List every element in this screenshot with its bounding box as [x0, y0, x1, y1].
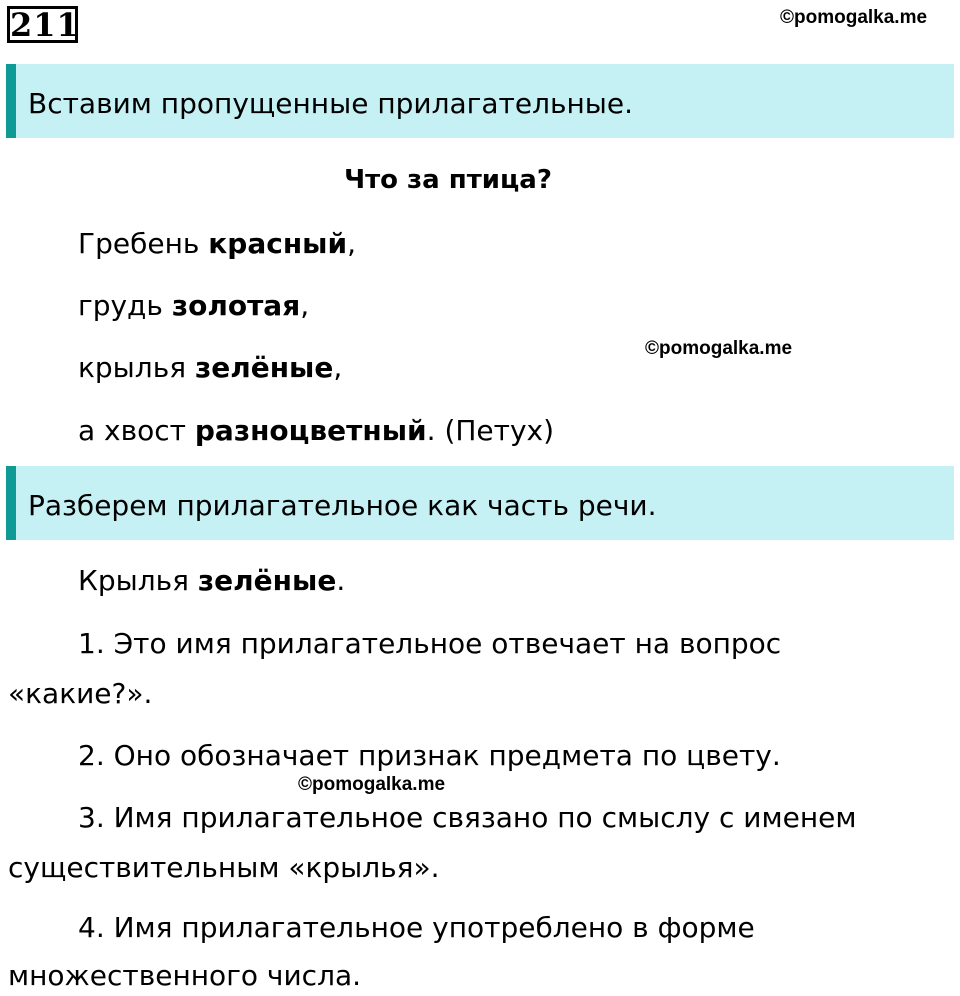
- line-punct: ,: [347, 227, 357, 260]
- analysis-phrase: [78, 563, 345, 599]
- adjective: зелёные: [194, 351, 334, 384]
- line-punct: . (Петух): [426, 414, 555, 447]
- poem-title: Что за птица?: [344, 165, 552, 195]
- watermark-middle: ©pomogalka.me: [645, 338, 793, 359]
- adjective: разноцветный: [194, 414, 427, 447]
- analysis-point-4-line-2: множественного числа.: [8, 959, 362, 992]
- poem-line-1: [78, 226, 356, 262]
- watermark-top: ©pomogalka.me: [780, 7, 928, 28]
- poem-line-3: [78, 350, 342, 386]
- line-text: Гребень: [78, 227, 209, 260]
- line-punct: ,: [333, 351, 343, 384]
- analysis-point-4-line-1: 4. Имя прилагательное употреблено в форме: [78, 911, 755, 944]
- adjective: золотая: [171, 289, 301, 322]
- line-text: крылья: [78, 351, 195, 384]
- line-punct: .: [336, 564, 346, 597]
- instruction-banner: [6, 64, 954, 138]
- line-punct: ,: [300, 289, 310, 322]
- analysis-point-1-line-2: «какие?».: [8, 677, 153, 710]
- exercise-number: 211: [7, 6, 78, 43]
- instruction-text: Вставим пропущенные прилагательные.: [28, 87, 634, 120]
- analysis-point-1-line-1: 1. Это имя прилагательное отвечает на вопрос: [78, 627, 782, 660]
- poem-line-4: [78, 413, 554, 449]
- adjective: зелёные: [197, 564, 337, 597]
- analysis-banner: [6, 466, 954, 540]
- analysis-point-2: 2. Оно обозначает признак предмета по цвету.: [78, 739, 781, 772]
- line-text: Крылья: [78, 564, 198, 597]
- analysis-point-3-line-2: существительным «крылья».: [8, 851, 440, 884]
- line-text: а хвост: [78, 414, 195, 447]
- line-text: грудь: [78, 289, 172, 322]
- adjective: красный: [208, 227, 348, 260]
- analysis-point-3-line-1: 3. Имя прилагательное связано по смыслу с именем: [78, 801, 857, 834]
- analysis-banner-text: Разберем прилагательное как часть речи.: [28, 489, 657, 522]
- poem-line-2: [78, 288, 309, 324]
- watermark-bottom: ©pomogalka.me: [298, 774, 446, 795]
